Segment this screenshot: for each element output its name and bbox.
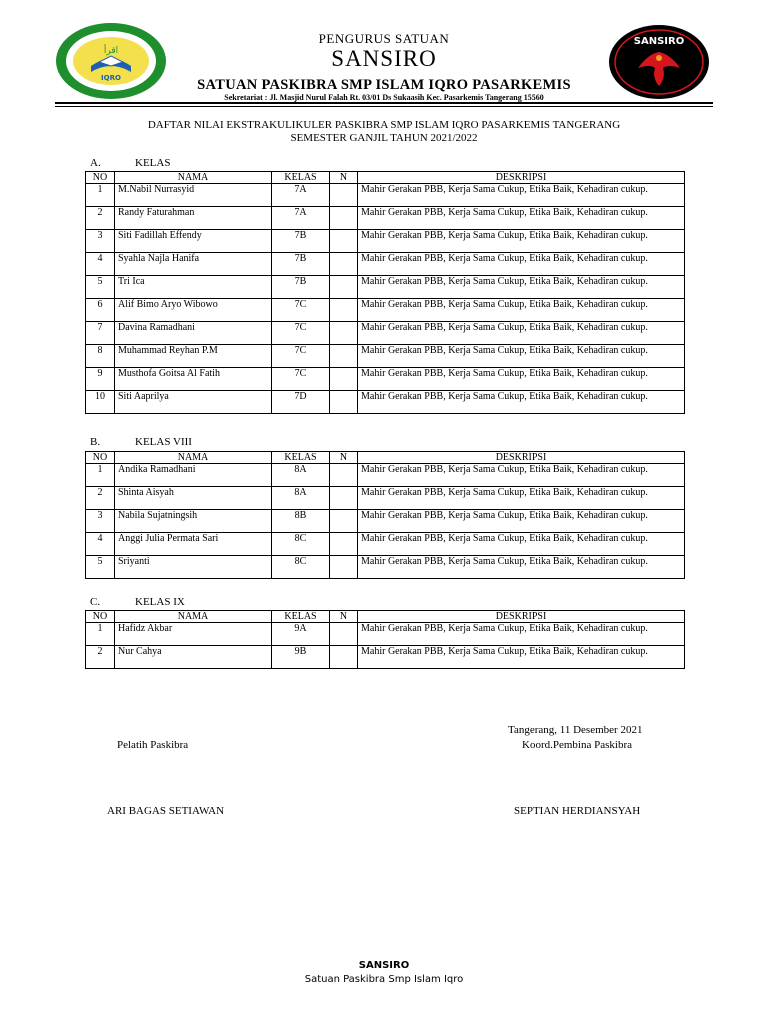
section-letter: C.: [90, 596, 101, 608]
cell-kelas: 7D: [272, 391, 330, 414]
logo-top-text: SANSIRO: [633, 36, 685, 47]
cell-kelas: 7C: [272, 322, 330, 345]
cell-nama: Anggi Julia Permata Sari: [115, 533, 272, 556]
cell-nama: Alif Bimo Aryo Wibowo: [115, 299, 272, 322]
col-kelas: KELAS: [272, 611, 330, 623]
cell-nama: Davina Ramadhani: [115, 322, 272, 345]
cell-nama: Nur Cahya: [115, 646, 272, 669]
cell-no: 5: [86, 556, 115, 579]
table-row: [86, 276, 685, 299]
cell-n: [330, 391, 358, 414]
table-header-row: [86, 172, 685, 184]
document-title: DAFTAR NILAI EKSTRAKULIKULER PASKIBRA SMP ISLAM IQRO PASARKEMIS TANGERANG: [147, 119, 621, 131]
cell-no: 1: [86, 623, 115, 646]
col-nama: NAMA: [115, 611, 272, 623]
cell-deskripsi: Mahir Gerakan PBB, Kerja Sama Cukup, Etika Baik, Kehadiran cukup.: [358, 533, 685, 556]
cell-kelas: 8A: [272, 487, 330, 510]
table-row: [86, 230, 685, 253]
section-name: KELAS IX: [135, 596, 185, 608]
col-kelas: KELAS: [272, 172, 330, 184]
table-row: [86, 368, 685, 391]
cell-no: 7: [86, 322, 115, 345]
table-header-row: [86, 452, 685, 464]
cell-no: 1: [86, 464, 115, 487]
cell-no: 1: [86, 184, 115, 207]
table-row: [86, 556, 685, 579]
cell-n: [330, 230, 358, 253]
cell-kelas: 8B: [272, 510, 330, 533]
col-kelas: KELAS: [272, 452, 330, 464]
cell-n: [330, 276, 358, 299]
cell-nama: Muhammad Reyhan P.M: [115, 345, 272, 368]
cell-n: [330, 345, 358, 368]
cell-no: 2: [86, 646, 115, 669]
cell-n: [330, 253, 358, 276]
org-name: SANSIRO: [331, 46, 437, 71]
cell-kelas: 7C: [272, 299, 330, 322]
cell-no: 6: [86, 299, 115, 322]
table-row: [86, 391, 685, 414]
col-nama: NAMA: [115, 452, 272, 464]
signature-left-name: ARI BAGAS SETIAWAN: [107, 805, 225, 817]
section-heading: [90, 596, 290, 609]
table-section-b: [85, 451, 685, 579]
section-name: KELAS: [135, 157, 171, 169]
cell-kelas: 9A: [272, 623, 330, 646]
table-row: [86, 207, 685, 230]
cell-deskripsi: Mahir Gerakan PBB, Kerja Sama Cukup, Etika Baik, Kehadiran cukup.: [358, 646, 685, 669]
section-letter: B.: [90, 436, 101, 448]
table-row: [86, 464, 685, 487]
table-section-a: [85, 171, 685, 414]
cell-deskripsi: Mahir Gerakan PBB, Kerja Sama Cukup, Etika Baik, Kehadiran cukup.: [358, 345, 685, 368]
cell-deskripsi: Mahir Gerakan PBB, Kerja Sama Cukup, Etika Baik, Kehadiran cukup.: [358, 184, 685, 207]
cell-no: 3: [86, 510, 115, 533]
cell-n: [330, 533, 358, 556]
cell-no: 4: [86, 253, 115, 276]
cell-nama: Siti Fadillah Effendy: [115, 230, 272, 253]
cell-nama: Musthofa Goitsa Al Fatih: [115, 368, 272, 391]
cell-kelas: 7A: [272, 207, 330, 230]
cell-kelas: 8C: [272, 533, 330, 556]
col-no: NO: [86, 452, 115, 464]
section-letter: A.: [90, 157, 101, 169]
col-deskripsi: DESKRIPSI: [358, 452, 685, 464]
cell-n: [330, 207, 358, 230]
cell-n: [330, 184, 358, 207]
cell-n: [330, 487, 358, 510]
cell-nama: Shinta Aisyah: [115, 487, 272, 510]
cell-no: 8: [86, 345, 115, 368]
table-row: [86, 623, 685, 646]
cell-kelas: 7B: [272, 276, 330, 299]
header-rule-thin: [55, 106, 713, 107]
col-no: NO: [86, 172, 115, 184]
col-deskripsi: DESKRIPSI: [358, 611, 685, 623]
table-row: [86, 299, 685, 322]
cell-no: 2: [86, 487, 115, 510]
cell-deskripsi: Mahir Gerakan PBB, Kerja Sama Cukup, Etika Baik, Kehadiran cukup.: [358, 322, 685, 345]
cell-nama: Tri Ica: [115, 276, 272, 299]
cell-nama: Siti Aaprilya: [115, 391, 272, 414]
footer-org-full: Satuan Paskibra Smp Islam Iqro: [304, 974, 464, 985]
cell-kelas: 7C: [272, 368, 330, 391]
table-header-row: [86, 611, 685, 623]
cell-n: [330, 464, 358, 487]
col-no: NO: [86, 611, 115, 623]
cell-deskripsi: Mahir Gerakan PBB, Kerja Sama Cukup, Etika Baik, Kehadiran cukup.: [358, 207, 685, 230]
cell-no: 3: [86, 230, 115, 253]
cell-nama: M.Nabil Nurrasyid: [115, 184, 272, 207]
cell-no: 10: [86, 391, 115, 414]
org-caption: PENGURUS SATUAN: [318, 31, 450, 46]
col-n: N: [330, 172, 358, 184]
cell-deskripsi: Mahir Gerakan PBB, Kerja Sama Cukup, Etika Baik, Kehadiran cukup.: [358, 510, 685, 533]
signature-left-role: Pelatih Paskibra: [117, 739, 189, 751]
cell-deskripsi: Mahir Gerakan PBB, Kerja Sama Cukup, Etika Baik, Kehadiran cukup.: [358, 230, 685, 253]
col-nama: NAMA: [115, 172, 272, 184]
cell-no: 9: [86, 368, 115, 391]
signature-right-role: Koord.Pembina Paskibra: [522, 739, 632, 751]
cell-nama: Hafidz Akbar: [115, 623, 272, 646]
unit-name: SATUAN PASKIBRA SMP ISLAM IQRO PASARKEMIS: [197, 77, 571, 93]
cell-kelas: 8A: [272, 464, 330, 487]
section-name: KELAS VIII: [135, 436, 192, 448]
table-row: [86, 510, 685, 533]
table-row: [86, 646, 685, 669]
cell-nama: Randy Faturahman: [115, 207, 272, 230]
cell-deskripsi: Mahir Gerakan PBB, Kerja Sama Cukup, Etika Baik, Kehadiran cukup.: [358, 487, 685, 510]
col-deskripsi: DESKRIPSI: [358, 172, 685, 184]
table-row: [86, 253, 685, 276]
cell-kelas: 7B: [272, 230, 330, 253]
cell-deskripsi: Mahir Gerakan PBB, Kerja Sama Cukup, Etika Baik, Kehadiran cukup.: [358, 299, 685, 322]
cell-kelas: 7B: [272, 253, 330, 276]
col-n: N: [330, 611, 358, 623]
cell-nama: Sriyanti: [115, 556, 272, 579]
cell-deskripsi: Mahir Gerakan PBB, Kerja Sama Cukup, Etika Baik, Kehadiran cukup.: [358, 253, 685, 276]
cell-nama: Syahla Najla Hanifa: [115, 253, 272, 276]
cell-n: [330, 322, 358, 345]
cell-n: [330, 368, 358, 391]
table-row: [86, 184, 685, 207]
cell-deskripsi: Mahir Gerakan PBB, Kerja Sama Cukup, Etika Baik, Kehadiran cukup.: [358, 368, 685, 391]
col-n: N: [330, 452, 358, 464]
header-rule-thick: [55, 102, 713, 104]
cell-n: [330, 299, 358, 322]
cell-deskripsi: Mahir Gerakan PBB, Kerja Sama Cukup, Etika Baik, Kehadiran cukup.: [358, 556, 685, 579]
cell-n: [330, 646, 358, 669]
table-row: [86, 345, 685, 368]
cell-n: [330, 556, 358, 579]
table-row: [86, 322, 685, 345]
cell-n: [330, 623, 358, 646]
cell-no: 2: [86, 207, 115, 230]
cell-nama: Nabila Sujatningsih: [115, 510, 272, 533]
logo-banner-text: IQRO: [101, 74, 121, 82]
cell-deskripsi: Mahir Gerakan PBB, Kerja Sama Cukup, Etika Baik, Kehadiran cukup.: [358, 464, 685, 487]
cell-kelas: 8C: [272, 556, 330, 579]
cell-kelas: 7A: [272, 184, 330, 207]
signature-place-date: Tangerang, 11 Desember 2021: [508, 724, 643, 736]
cell-no: 4: [86, 533, 115, 556]
cell-no: 5: [86, 276, 115, 299]
document-subtitle: SEMESTER GANJIL TAHUN 2021/2022: [290, 132, 478, 144]
section-heading: [90, 157, 290, 170]
table-row: [86, 487, 685, 510]
cell-kelas: 7C: [272, 345, 330, 368]
section-heading: [90, 436, 290, 449]
cell-n: [330, 510, 358, 533]
cell-deskripsi: Mahir Gerakan PBB, Kerja Sama Cukup, Etika Baik, Kehadiran cukup.: [358, 276, 685, 299]
logo-arabic-text: اقرأ: [103, 46, 119, 56]
table-section-c: [85, 610, 685, 669]
footer-org-name: SANSIRO: [358, 960, 410, 971]
cell-kelas: 9B: [272, 646, 330, 669]
secretariat-address: Sekretariat : Jl. Masjid Nurul Falah Rt. 03/01 Ds Sukaasih Kec. Pasarkemis Tangerang 15560: [224, 93, 544, 102]
table-row: [86, 533, 685, 556]
cell-deskripsi: Mahir Gerakan PBB, Kerja Sama Cukup, Etika Baik, Kehadiran cukup.: [358, 623, 685, 646]
signature-right-name: SEPTIAN HERDIANSYAH: [514, 805, 641, 817]
cell-deskripsi: Mahir Gerakan PBB, Kerja Sama Cukup, Etika Baik, Kehadiran cukup.: [358, 391, 685, 414]
cell-nama: Andika Ramadhani: [115, 464, 272, 487]
